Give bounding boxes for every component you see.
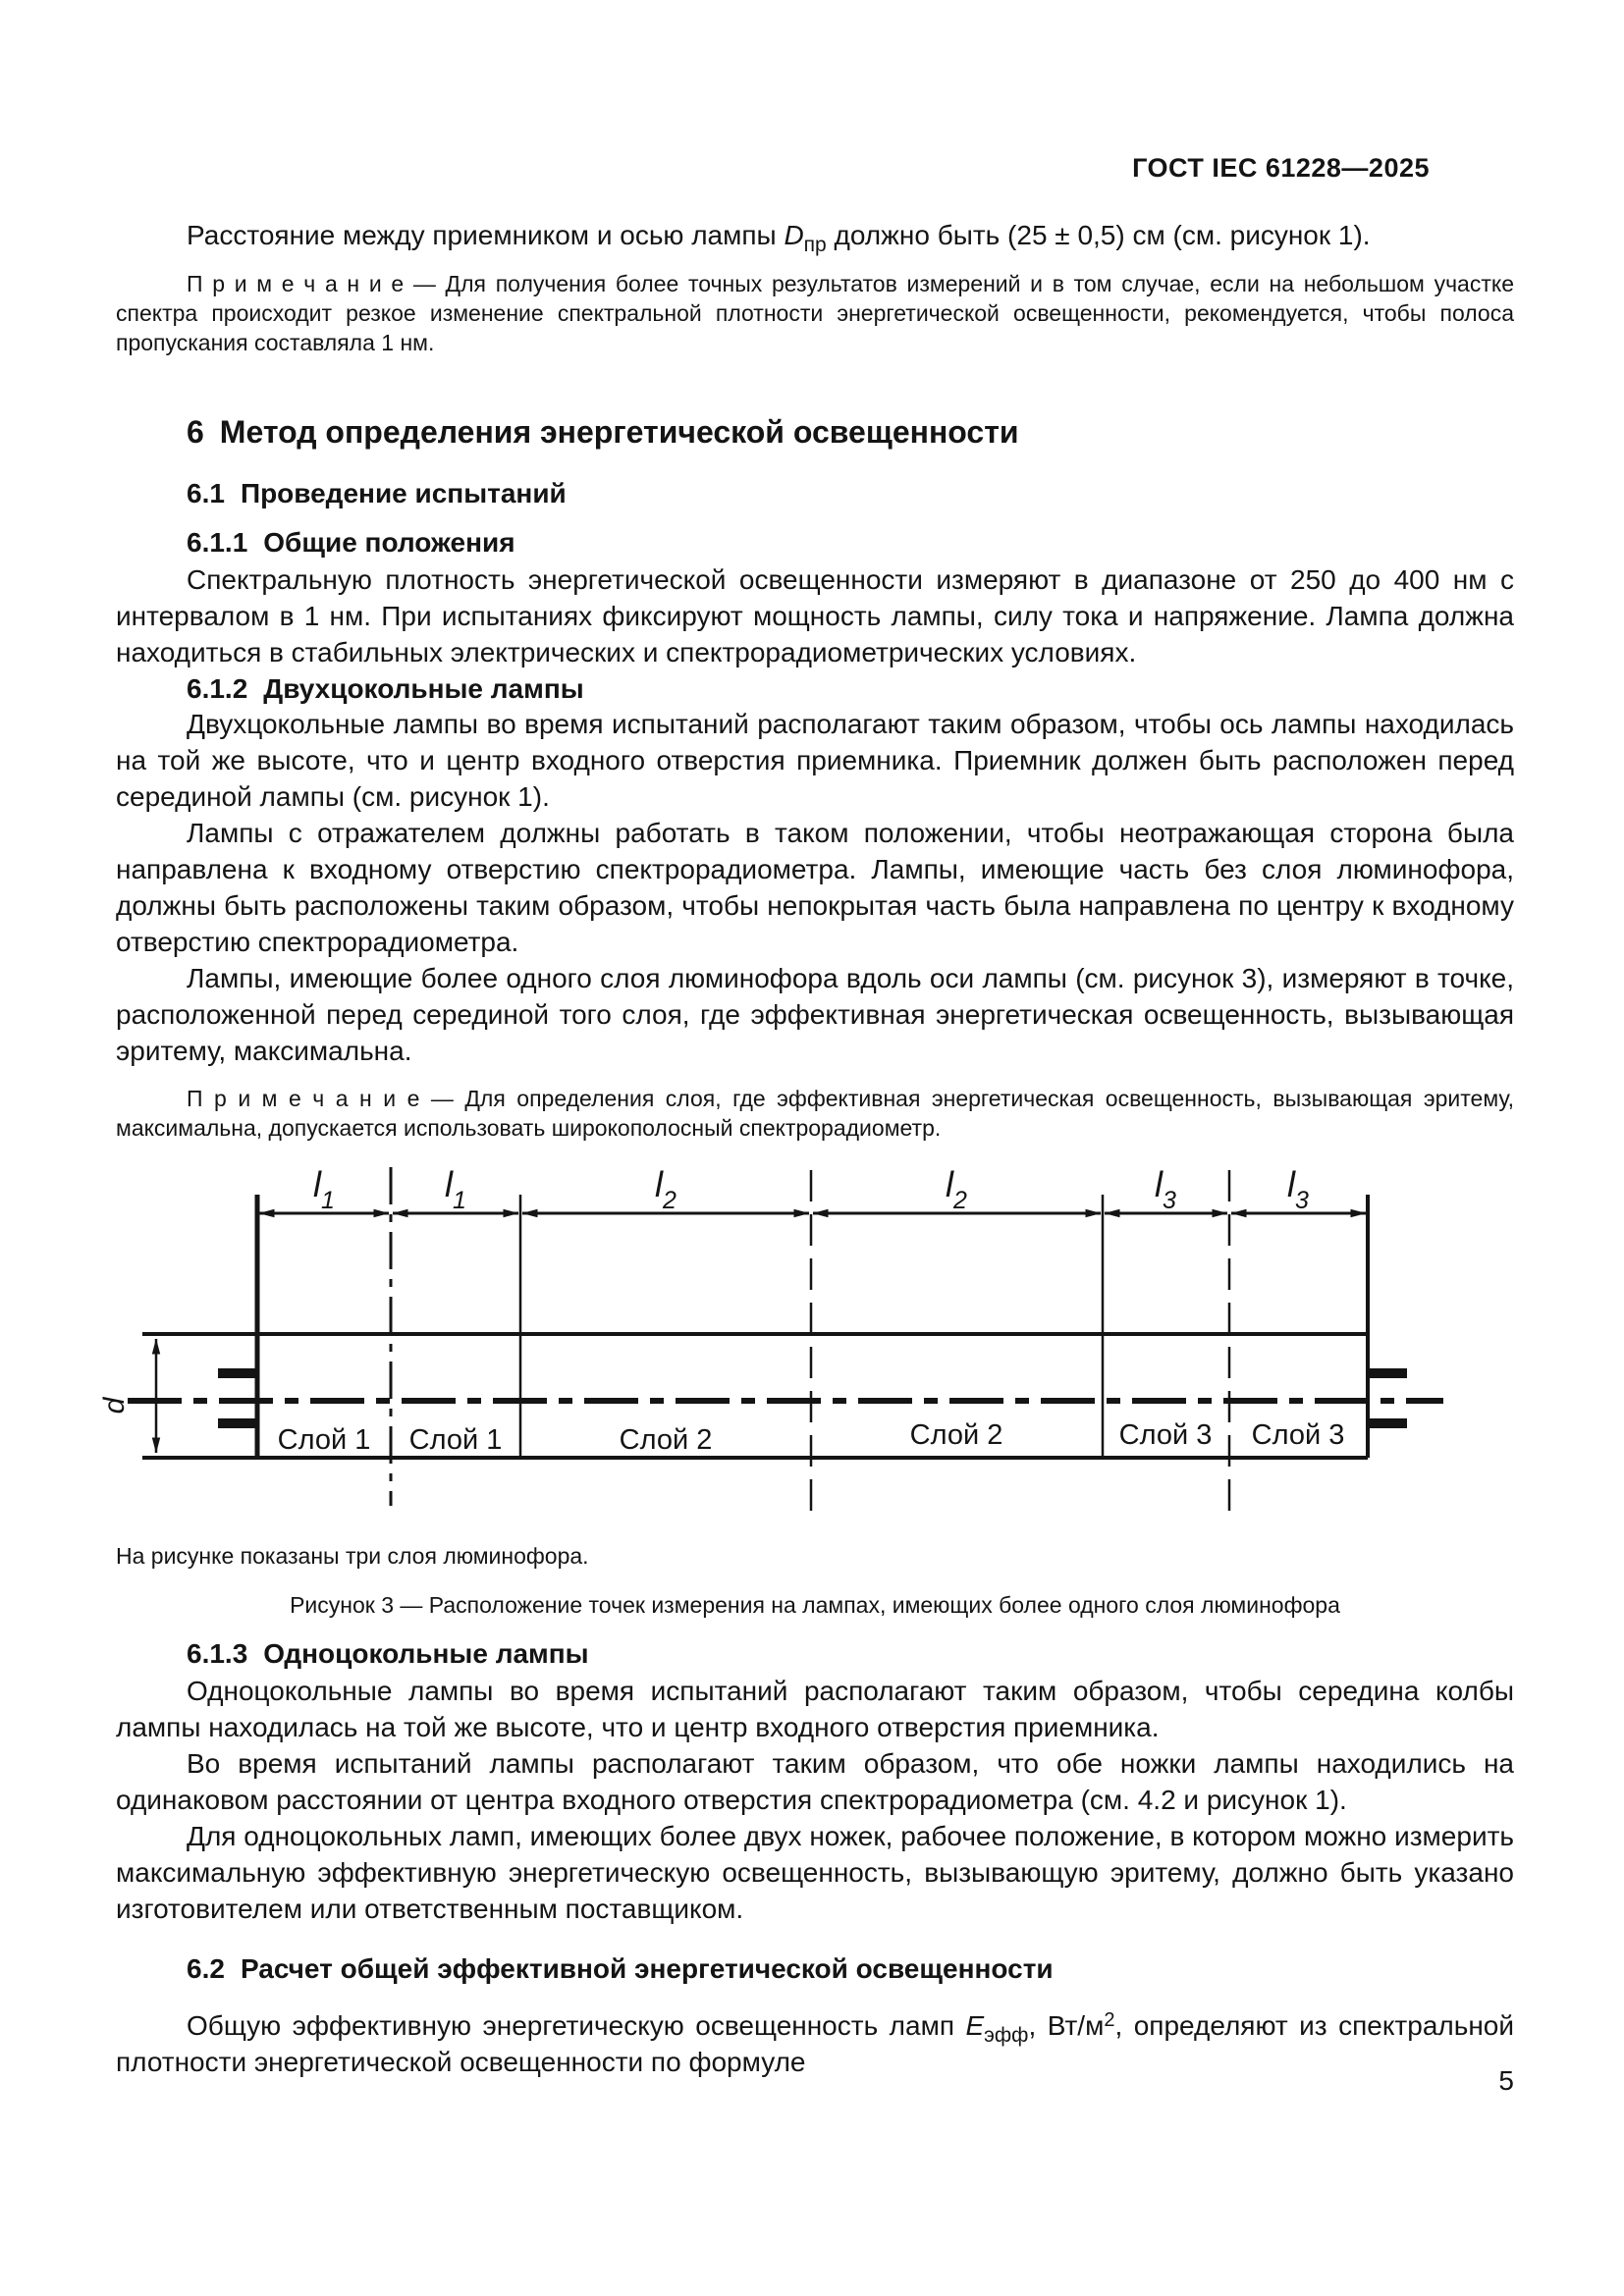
note-broadband: П р и м е ч а н и е — Для определения слоя, где эффективная энергетическая освещенность, вызывающая эритему, максимальна, допускается использовать широкополосный спектрорадиометр. bbox=[116, 1086, 1514, 1141]
paragraph-double-capped-position: Двухцокольные лампы во время испытаний располагают таким образом, чтобы ось лампы находилась на той же высоте, что и центр входного отверстия приемника. Приемник должен быть расположен перед серединой лампы (см. рисунок 1). bbox=[116, 709, 1514, 812]
dim-label-l3b: $l_3$ bbox=[1287, 1164, 1309, 1214]
variable-E: E bbox=[965, 2010, 985, 2041]
note-bandwidth: П р и м е ч а н и е — Для получения более точных результатов измерений и в том случае, если на небольшом участке спектра происходит резкое изменение спектральной плотности энергетической освещенности, рекомендуется, чтобы полоса пропускания составляла 1 нм. bbox=[116, 271, 1514, 355]
paragraph-text: Расстояние между приемником и осью лампы bbox=[187, 220, 785, 250]
paragraph-text: , определяют из спектральной плотности энергетической освещенности по формуле bbox=[116, 2010, 1515, 2077]
dim-label-l2b: $l_2$ bbox=[946, 1164, 967, 1214]
paragraph-effective-irradiance bbox=[116, 2007, 1514, 2080]
paragraph-reflector-lamps: Лампы с отражателем должны работать в таком положении, чтобы неотражающая сторона была направлена к входному отверстию спектрорадиометра. Лампы, имеющие часть без слоя люминофора, должны быть расположены таким образом, чтобы непокрытая часть была направлена по центру к входному отверстию спектрорадиометра. bbox=[116, 818, 1514, 957]
diameter-label: d bbox=[98, 1397, 131, 1415]
section-title: Общие положения bbox=[263, 527, 515, 558]
layer-label-1b: Слой 1 bbox=[408, 1424, 503, 1456]
section-6-1-1-heading bbox=[116, 526, 1514, 560]
paragraph-text: должно быть (25 ± 0,5) см (см. рисунок 1). bbox=[826, 220, 1371, 250]
superscript-2: 2 bbox=[1104, 2009, 1115, 2031]
section-6-1-3-heading bbox=[116, 1637, 1514, 1671]
layer-label-3a: Слой 3 bbox=[1118, 1419, 1213, 1451]
figure-caption: Рисунок 3 — Расположение точек измерения на лампах, имеющих более одного слоя люминофора bbox=[290, 1592, 1340, 1618]
paragraph-text: Общую эффективную энергетическую освещенность ламп bbox=[187, 2010, 966, 2041]
section-number: 6 bbox=[187, 414, 204, 450]
section-number: 6.2 bbox=[187, 1953, 225, 1984]
variable-D: D bbox=[784, 220, 804, 250]
subscript-pr: пр bbox=[803, 234, 827, 256]
paragraph-lamp-legs: Во время испытаний лампы располагают таким образом, что обе ножки лампы находились на одинаковом расстоянии от центра входного отверстия спектрорадиометра (см. 4.2 и рисунок 1). bbox=[116, 1748, 1514, 1815]
layer-label-3b: Слой 3 bbox=[1251, 1419, 1345, 1451]
left-lower-pin bbox=[218, 1418, 257, 1428]
layer-label-2a: Слой 2 bbox=[619, 1424, 713, 1456]
section-title: Расчет общей эффективной энергетической освещенности bbox=[240, 1953, 1054, 1984]
paragraph-text: , Вт/м bbox=[1028, 2010, 1105, 2041]
dim-label-l2a: $l_2$ bbox=[655, 1164, 677, 1214]
dim-label-l1b: $l_1$ bbox=[445, 1164, 466, 1214]
section-6-1-2-heading bbox=[116, 672, 1514, 706]
paragraph-single-capped-position: Одноцокольные лампы во время испытаний располагают таким образом, чтобы середина колбы лампы находилась на той же высоте, что и центр входного отверстия приемника. bbox=[116, 1676, 1514, 1742]
section-number: 6.1.1 bbox=[187, 527, 248, 558]
subscript-eff: эфф bbox=[984, 2024, 1029, 2047]
layer-label-2b: Слой 2 bbox=[909, 1419, 1003, 1451]
dim-label-l3a: $l_3$ bbox=[1155, 1164, 1176, 1214]
page-content bbox=[98, 0, 1515, 2080]
section-number: 6.1.3 bbox=[187, 1638, 248, 1669]
page-number: 5 bbox=[1498, 2065, 1514, 2096]
figure-note: На рисунке показаны три слоя люминофора. bbox=[116, 1543, 589, 1569]
paragraph-distance bbox=[116, 217, 1514, 256]
layer-label-1a: Слой 1 bbox=[277, 1424, 371, 1456]
left-upper-pin bbox=[218, 1368, 257, 1378]
document-code: ГОСТ IEC 61228—2025 bbox=[1132, 153, 1430, 183]
figure-3 bbox=[98, 1152, 1514, 1527]
paragraph-multi-leg-lamps: Для одноцокольных ламп, имеющих более двух ножек, рабочее положение, в котором можно измерить максимальную эффективную энергетическую освещенность, вызывающую эритему, должно быть указано изготовителем или ответственным поставщиком. bbox=[116, 1821, 1514, 1924]
section-title: Двухцокольные лампы bbox=[263, 673, 584, 704]
right-upper-pin bbox=[1368, 1368, 1407, 1378]
section-title: Одноцокольные лампы bbox=[263, 1638, 589, 1669]
diameter-dimension bbox=[98, 1339, 156, 1453]
right-lower-pin bbox=[1368, 1418, 1407, 1428]
section-6-2-heading bbox=[116, 1952, 1514, 1986]
section-number: 6.1.2 bbox=[187, 673, 248, 704]
boundary-lines bbox=[257, 1167, 1368, 1518]
section-title: Проведение испытаний bbox=[240, 478, 567, 508]
section-number: 6.1 bbox=[187, 478, 225, 508]
dim-label-l1a: $l_1$ bbox=[313, 1164, 335, 1214]
section-6-1-heading bbox=[116, 477, 1514, 510]
section-title: Метод определения энергетической освещенности bbox=[219, 414, 1019, 450]
paragraph-multi-layer-lamps: Лампы, имеющие более одного слоя люминофора вдоль оси лампы (см. рисунок 3), измеряют в точке, расположенной перед серединой того слоя, где эффективная энергетическая освещенность, вызывающая эритему, максимальна. bbox=[116, 963, 1514, 1066]
section-6-heading bbox=[116, 412, 1514, 452]
paragraph-spectral-density: Спектральную плотность энергетической освещенности измеряют в диапазоне от 250 до 400 нм с интервалом в 1 нм. При испытаниях фиксируют мощность лампы, силу тока и напряжение. Лампа должна находиться в стабильных электрических и спектрорадиометрических условиях. bbox=[116, 564, 1514, 667]
figure-3-diagram bbox=[79, 1152, 1571, 1527]
